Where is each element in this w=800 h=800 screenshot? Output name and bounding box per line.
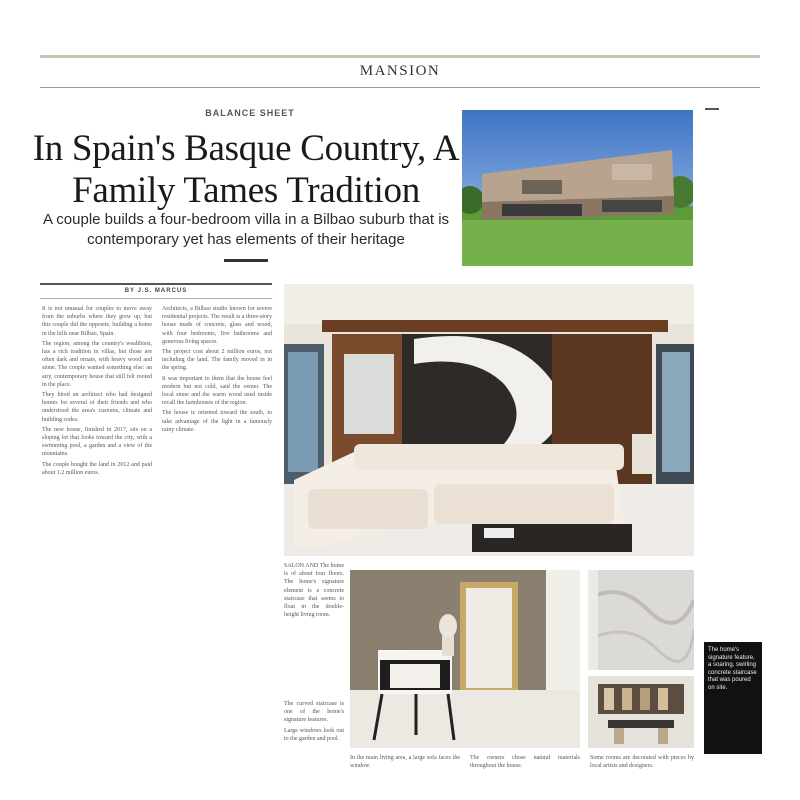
paragraph: They hired an architect who had designed homes for several of their friends and who understood the area's customs, climate and building codes.	[42, 392, 152, 423]
paragraph: SALON AND The home is of about four floors. The home's signature element is a concrete staircase that seems to float in the double-height living room.	[284, 563, 344, 619]
section-rule	[40, 87, 760, 88]
caption-text: The home's signature feature, a soaring, swirling concrete staircase that was poured on site.	[708, 647, 757, 691]
top-rule	[40, 55, 760, 58]
paragraph: It is not unusual for couples to move away from the suburbs where they grew up, but this couple did the opposite, building a home in the hills near Bilbao, Spain.	[42, 306, 152, 337]
paragraph: The region, among the country's wealthiest, has a rich tradition in villas, but those are often dark and ornate, with heavy wood and stone. The couple wanted something else: an airy, contemporary house that still felt rooted in the place.	[42, 340, 152, 388]
dek: A couple builds a four-bedroom villa in a Bilbao suburb that is contemporary yet has elements of their heritage	[42, 211, 450, 248]
paragraph: The curved staircase is one of the home's signature features.	[284, 701, 344, 724]
headline-divider	[224, 259, 268, 262]
paragraph: It was important to them that the house feel modern but not cold, said the owner. The local stone and the warm wood used inside recall the farmhouses of the region.	[162, 375, 272, 407]
photo-credit-mark	[705, 108, 719, 110]
section-label: MANSION	[359, 63, 441, 79]
text-column-1	[42, 305, 152, 775]
byline-underline	[40, 298, 272, 299]
paragraph: Architects, a Bilbao studio known for severe residential projects. The result is a three-story house made of concrete, glass and wood, with four bedrooms, five bathrooms and generous living spaces.	[162, 306, 272, 345]
text-column-7	[284, 700, 344, 750]
text-column-5	[470, 754, 580, 800]
foyer-photo	[350, 570, 580, 748]
marble-detail-photo	[588, 570, 694, 670]
paragraph: The new house, finished in 2017, sits on a sloping lot that looks toward the city, with a swimming pool, a garden and a view of the mountains.	[42, 426, 152, 458]
paragraph: In the main living area, a large sofa faces the window.	[350, 755, 460, 770]
living-room-photo	[284, 284, 694, 556]
text-column-6	[590, 754, 694, 800]
paragraph: The owners chose natural materials throughout the house.	[470, 755, 580, 770]
paragraph: The house is oriented toward the south, to take advantage of the light in a famously rainy climate.	[162, 410, 272, 433]
headline: In Spain's Basque Country, A Family Tames Tradition	[32, 128, 460, 211]
paragraph: The project cost about 2 million euros, not including the land. The family moved in in the spring.	[162, 349, 272, 372]
paragraph: The couple bought the land in 2012 and paid about 1.2 million euros.	[42, 461, 152, 476]
text-column-2	[162, 305, 272, 775]
byline: BY J.S. MARCUS	[124, 288, 188, 294]
dining-photo	[588, 676, 694, 748]
exterior-photo	[462, 110, 693, 266]
staircase-caption	[704, 642, 762, 754]
byline-rule	[40, 283, 272, 285]
text-column-4	[350, 754, 460, 800]
paragraph: Some rooms are decorated with pieces by local artists and designers.	[590, 755, 694, 770]
kicker: BALANCE SHEET	[205, 108, 295, 118]
paragraph: Large windows look out to the garden and pool.	[284, 727, 344, 742]
